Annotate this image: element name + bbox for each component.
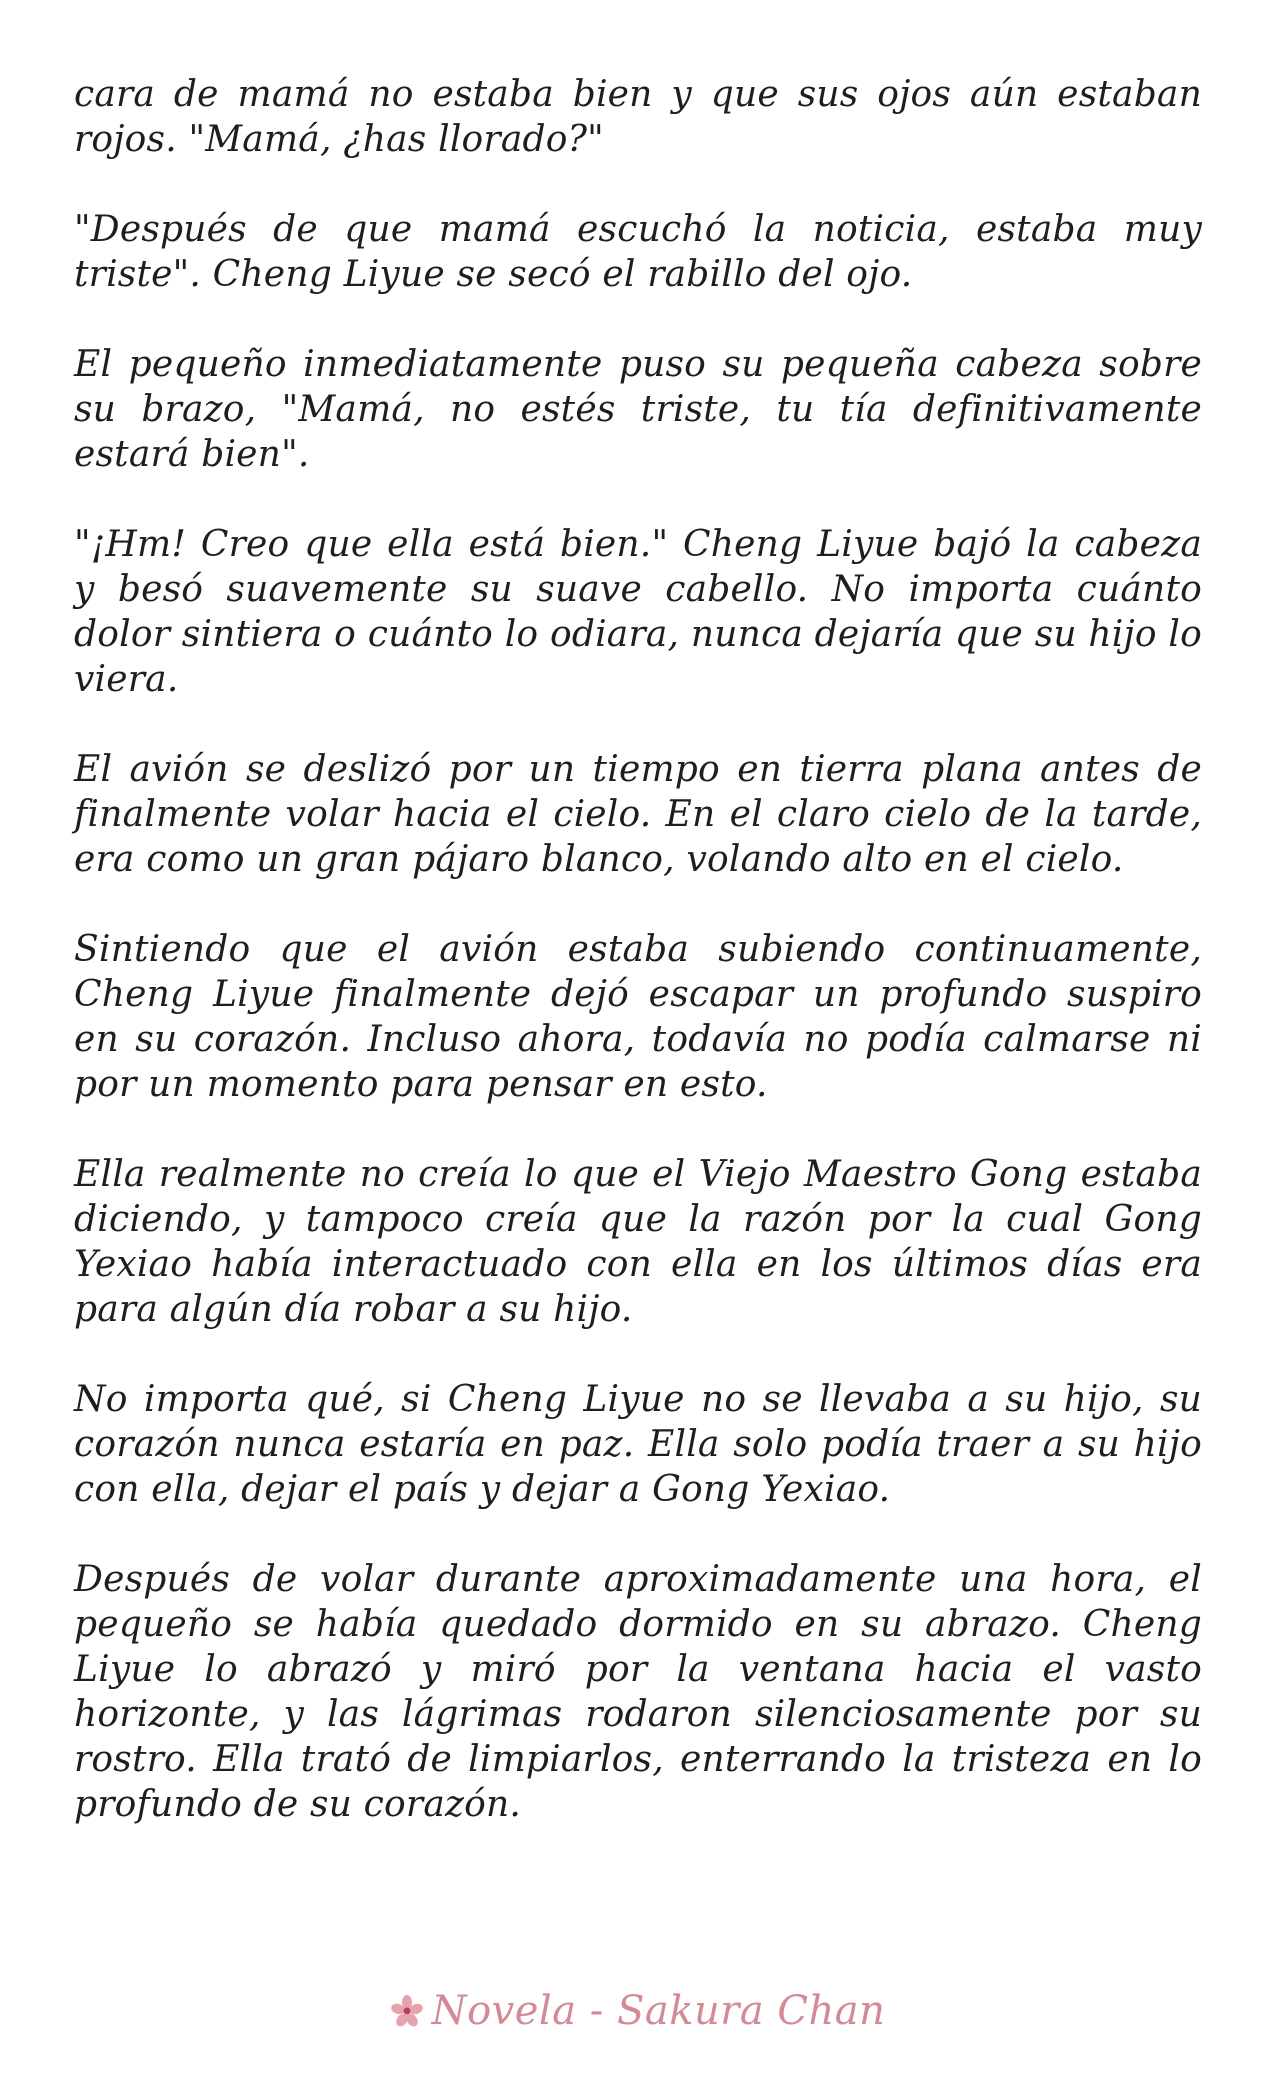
paragraph-6: Sintiendo que el avión estaba subiendo continuamente, Cheng Liyue finalmente dejó escapar un profundo suspiro en su corazón. Incluso ahora, todavía no podía calmarse ni por un momento para pensar en esto.	[74, 929, 1202, 1105]
paragraph-9: Después de volar durante aproximadamente una hora, el pequeño se había quedado dormido en su abrazo. Cheng Liyue lo abrazó y miró por la ventana hacia el vasto horizonte, y las lágrimas rodaron silenciosamente por su rostro. Ella trató de limpiarlos, enterrando la tristeza en lo profundo de su corazón.	[74, 1559, 1202, 1825]
paragraph-7: Ella realmente no creía lo que el Viejo Maestro Gong estaba diciendo, y tampoco creía que la razón por la cual Gong Yexiao había interactuado con ella en los últimos días era para algún día robar a su hijo.	[74, 1154, 1202, 1330]
document-body	[74, 72, 1202, 1872]
paragraph-2: "Después de que mamá escuchó la noticia, estaba muy triste". Cheng Liyue se secó el rabillo del ojo.	[74, 209, 1202, 295]
paragraph-4: "¡Hm! Creo que ella está bien." Cheng Liyue bajó la cabeza y besó suavemente su suave cabello. No importa cuánto dolor sintiera o cuánto lo odiara, nunca dejaría que su hijo lo viera.	[74, 524, 1202, 700]
footer-inner	[390, 1988, 886, 2034]
paragraph-8: No importa qué, si Cheng Liyue no se llevaba a su hijo, su corazón nunca estaría en paz. Ella solo podía traer a su hijo con ella, dejar el país y dejar a Gong Yexiao.	[74, 1379, 1202, 1510]
footer-watermark	[0, 1988, 1275, 2034]
paragraph-5: El avión se deslizó por un tiempo en tierra plana antes de finalmente volar hacia el cielo. En el claro cielo de la tarde, era como un gran pájaro blanco, volando alto en el cielo.	[74, 749, 1202, 880]
footer-text: Novela - Sakura Chan	[431, 1988, 886, 2034]
paragraph-3: El pequeño inmediatamente puso su pequeña cabeza sobre su brazo, "Mamá, no estés triste, tu tía definitivamente estará bien".	[74, 344, 1202, 475]
sakura-blossom-icon	[390, 1994, 424, 2028]
paragraph-1: cara de mamá no estaba bien y que sus ojos aún estaban rojos. "Mamá, ¿has llorado?"	[74, 74, 1202, 160]
